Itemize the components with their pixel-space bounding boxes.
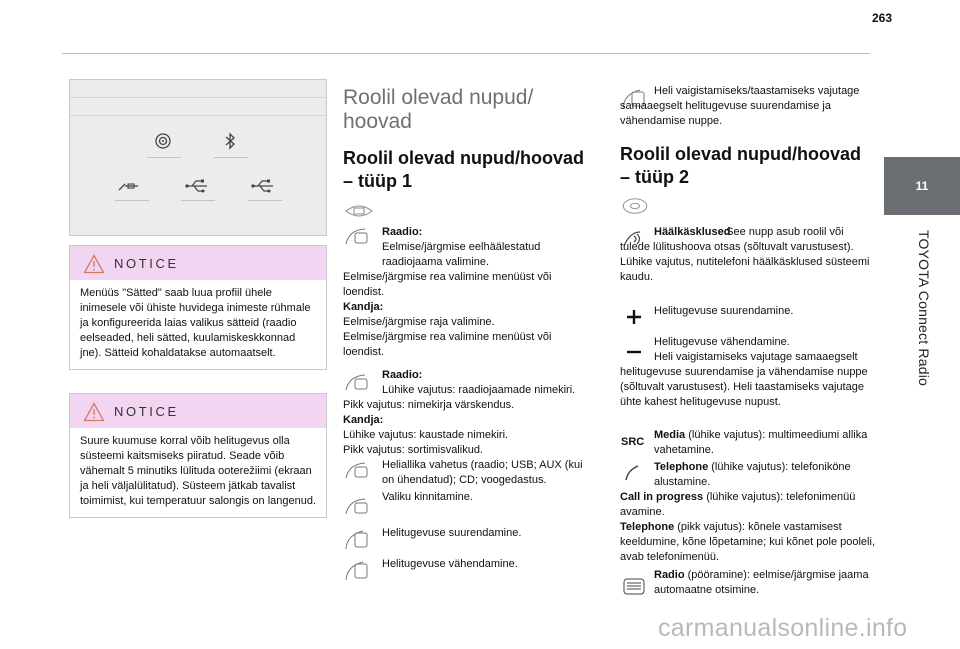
volume-up-switch-icon [343,529,371,551]
subsection-heading: Roolil olevad nupud/hoovad – tüüp 1 [343,148,584,191]
item-label: Kandja: [343,414,384,426]
notice-text: Suure kuumuse korral võib helitugevus olla süsteemi kaitsmiseks piiratud. Seade võib vähemalt 5 minutiks lülituda ooterežiimi (ekraan ja heli väljalülitatud). Süsteem jätkab tavalist toimimist, kui temperatuur salongis on langenud. [70,428,326,517]
notice-text: Menüüs "Sätted" saab luua profiil ühele inimesele või ühiste huvidega inimeste rühmale ja konfigureerida laias valikus sätteid (raadio eelseaded, heli sätted, kuulamiskeskkonnad jne). Sätteid kohaldatakse automaatselt. [70,280,326,369]
item-text: Heliallika vahetus (raadio; USB; AUX (kui on ühendatud); CD; voogedastus. [382,459,583,486]
section-heading: Roolil olevad nupud/ hoovad [343,86,534,133]
warning-icon [83,402,105,422]
item-text: Valiku kinnitamine. [382,491,473,503]
src-icon: SRC [621,436,645,448]
thumbwheel-icon [620,575,648,597]
item-text: Eelmise/järgmise rea valimine menüüst või loendist. [343,271,552,298]
phone-icon [622,462,644,484]
notice-header [70,246,326,280]
aux-cable-icon [116,177,142,195]
voice-label: Häälkäsklused [654,226,731,238]
chapter-number: 11 [915,179,929,193]
item-label: Raadio: [382,369,423,381]
notice-box [69,393,327,518]
divider [70,115,326,116]
usb-icon [184,177,210,195]
steering-wheel-icon [344,202,374,220]
steering-switch-icon [343,226,371,248]
call-in-progress-text: Call in progress (lühike vajutus): telefonimenüü avamine. [620,491,856,518]
notice-box [69,245,327,370]
item-text: Eelmise/järgmise rea valimine menüüst või loendist. [343,331,552,358]
wireless-icon [150,132,176,150]
watermark: carmanualsonline.info [658,614,908,642]
page-number: 263 [872,11,893,25]
steering-wheel-icon [620,197,650,215]
media-text: Media (lühike vajutus): multimeediumi allika vahetamine. [654,429,868,456]
volume-down-text: Helitugevuse vähendamine. [654,336,790,348]
item-text: Pikk vajutus: sortimisvalikud. [343,444,483,456]
chapter-tab [884,157,960,215]
usb-icon [250,177,276,195]
screen-illustration [69,79,327,236]
volume-down-switch-icon [343,560,371,582]
item-text: Lühike vajutus: kaustade nimekiri. [343,429,509,441]
telephone-text: Telephone (lühike vajutus): telefoniköne alustamine. [654,461,851,488]
item-text: Eelmise/järgmise eelhäälestatud raadiojaama valimine. [382,241,541,268]
notice-header [70,394,326,428]
bluetooth-icon [217,132,243,150]
divider [248,200,282,201]
item-text: Pikk vajutus: nimekirja värskendus. [343,399,515,411]
item-text: Eelmise/järgmise raja valimine. [343,316,495,328]
telephone-long-text: Telephone (pikk vajutus): kõnele vastamisest keeldumine, kõne lõpetamine; kui kõnet pole pooleli, avab telefonimenüü. [620,521,875,563]
subsection-heading: Roolil olevad nupud/hoovad – tüüp 2 [620,144,861,187]
voice-text: : See nupp asub roolil või tulede lülitushoova otsas (sõltuvalt varustusest). Lühike vajutus, nutitelefoni häälkäsklused süsteemi kaudu. [620,226,870,283]
volume-up-text: Helitugevuse suurendamine. [654,305,794,317]
divider [147,157,181,158]
notice-title: NOTICE [114,256,179,271]
steering-switch-icon [343,372,371,394]
item-text: Lühike vajutus: raadiojaamade nimekiri. [382,384,576,396]
item-label: Kandja: [343,301,384,313]
divider [115,200,149,201]
notice-title: NOTICE [114,404,179,419]
volume-down-details: Heli vaigistamiseks vajutage samaaegselt helitugevuse suurendamise ja vähendamise nuppe (sõltuvalt varustusest). Heli taastamiseks vajutage ühte kahest helitugevuse nupust. [620,351,868,408]
chapter-label: TOYOTA Connect Radio [916,230,932,386]
divider [181,200,215,201]
steering-switch-icon [343,496,371,518]
plus-icon [624,307,644,327]
item-text: Helitugevuse vähendamine. [382,558,518,570]
warning-icon [83,254,105,274]
item-label: Raadio: [382,226,423,238]
divider [214,157,248,158]
radio-text: Radio (pööramine): eelmise/järgmise jaama automaatne otsimine. [654,569,869,596]
header-rule [62,53,870,54]
steering-switch-icon [343,460,371,482]
item-text: Helitugevuse suurendamine. [382,527,522,539]
divider [70,97,326,98]
mute-instructions: Heli vaigistamiseks/taastamiseks vajutage samaaegselt helitugevuse suurendamise ja vähendamise nuppe. [620,85,860,127]
